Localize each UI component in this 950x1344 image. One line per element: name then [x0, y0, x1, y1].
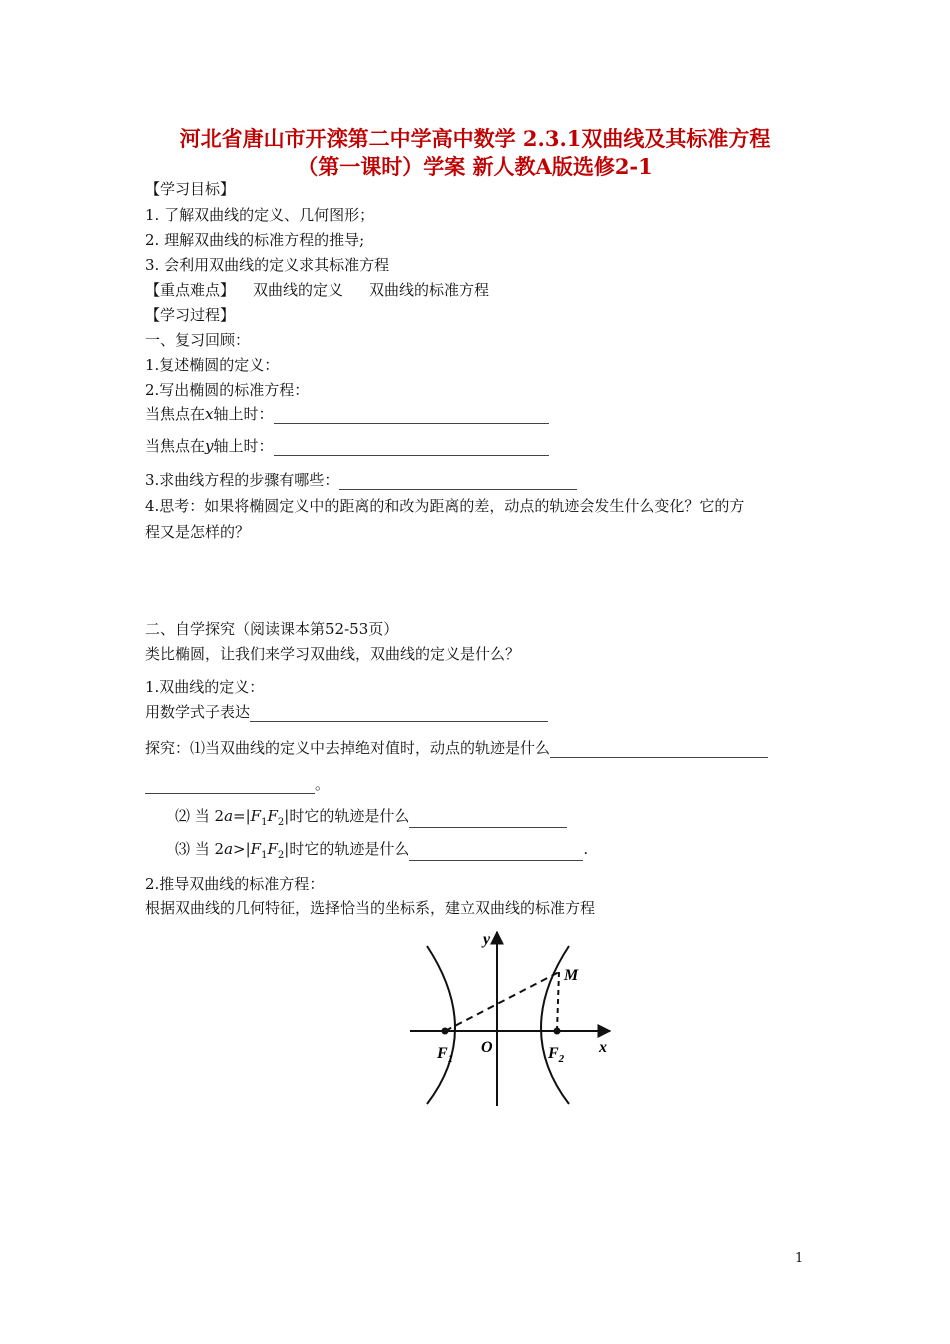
explore-intro: 类比椭圆，让我们来学习双曲线，双曲线的定义是什么？ [145, 645, 521, 663]
keypoint-definition: 双曲线的定义 [253, 281, 344, 299]
title-line-1: 河北省唐山市开滦第二中学高中数学 2.3.1双曲线及其标准方程 [179, 126, 771, 151]
review-q4-line1: 4.思考：如果将椭圆定义中的距离的和改为距离的差，动点的轨迹会发生什么变化？它的方 [145, 497, 745, 515]
answer-blank[interactable] [409, 845, 583, 861]
goals-header: 【学习目标】 [145, 180, 236, 198]
focus-f2-label: $F_2$ [548, 1045, 565, 1065]
review-q3-line: 3.求曲线方程的步骤有哪些： [145, 469, 577, 490]
keypoint-equation: 双曲线的标准方程 [369, 281, 490, 299]
goal-item-2: 2. 理解双曲线的标准方程的推导; [145, 231, 365, 249]
probe-line-1: 探究：⑴当双曲线的定义中去掉绝对值时，动点的轨迹是什么 [145, 737, 768, 758]
process-header: 【学习过程】 [145, 306, 236, 324]
explore-header: 二、自学探究（阅读课本第52-53页） [145, 620, 399, 638]
dashed-segment-m-f2 [557, 972, 559, 1031]
derive-label: 2.推导双曲线的标准方程： [145, 875, 325, 893]
answer-blank[interactable] [550, 742, 768, 758]
hyperbola-figure [405, 928, 620, 1108]
review-header: 一、复习回顾： [145, 331, 251, 349]
answer-blank[interactable] [409, 812, 567, 828]
title-line-2: （第一课时）学案 新人教A版选修2-1 [297, 154, 653, 179]
math-expression-line: 用数学式子表达 [145, 701, 548, 722]
ellipse-x-line: 当焦点在x轴上时： [145, 403, 549, 424]
answer-blank[interactable] [339, 474, 577, 490]
point-m-label: M [564, 967, 579, 984]
derive-text: 根据双曲线的几何特征，选择恰当的坐标系，建立双曲线的标准方程 [145, 899, 596, 917]
probe-q2-line: ⑵ 当 $2a=|F_1F_2|$时它的轨迹是什么 [175, 805, 567, 828]
ellipse-y-line: 当焦点在y轴上时： [145, 435, 549, 456]
y-axis-label: y [483, 931, 491, 948]
focus-f2 [554, 1028, 561, 1035]
review-q2: 2.写出椭圆的标准方程： [145, 381, 310, 399]
x-axis-label: x [599, 1039, 607, 1056]
focus-f1 [442, 1028, 449, 1035]
page-number: 1 [795, 1251, 804, 1266]
review-q1: 1.复述椭圆的定义： [145, 356, 280, 374]
left-branch [427, 946, 455, 1104]
goal-item-3: 3. 会利用双曲线的定义求其标准方程 [145, 256, 390, 274]
keypoints-header: 【重点难点】 [145, 281, 236, 299]
probe-line-2: 。 [145, 773, 330, 794]
probe-q3-line: ⑶ 当 $2a>|F_1F_2|$时它的轨迹是什么 . [175, 840, 589, 861]
focus-f1-label: $F_1$ [437, 1045, 454, 1065]
answer-blank[interactable] [274, 408, 549, 424]
keypoints-line [145, 279, 489, 300]
hyperbola-definition-label: 1.双曲线的定义： [145, 678, 265, 696]
goal-item-1: 1. 了解双曲线的定义、几何图形； [145, 206, 375, 224]
answer-blank[interactable] [274, 440, 549, 456]
answer-blank[interactable] [145, 778, 315, 794]
answer-blank[interactable] [250, 706, 548, 722]
review-q4-line2: 程又是怎样的？ [145, 523, 251, 541]
origin-label: O [481, 1039, 493, 1056]
